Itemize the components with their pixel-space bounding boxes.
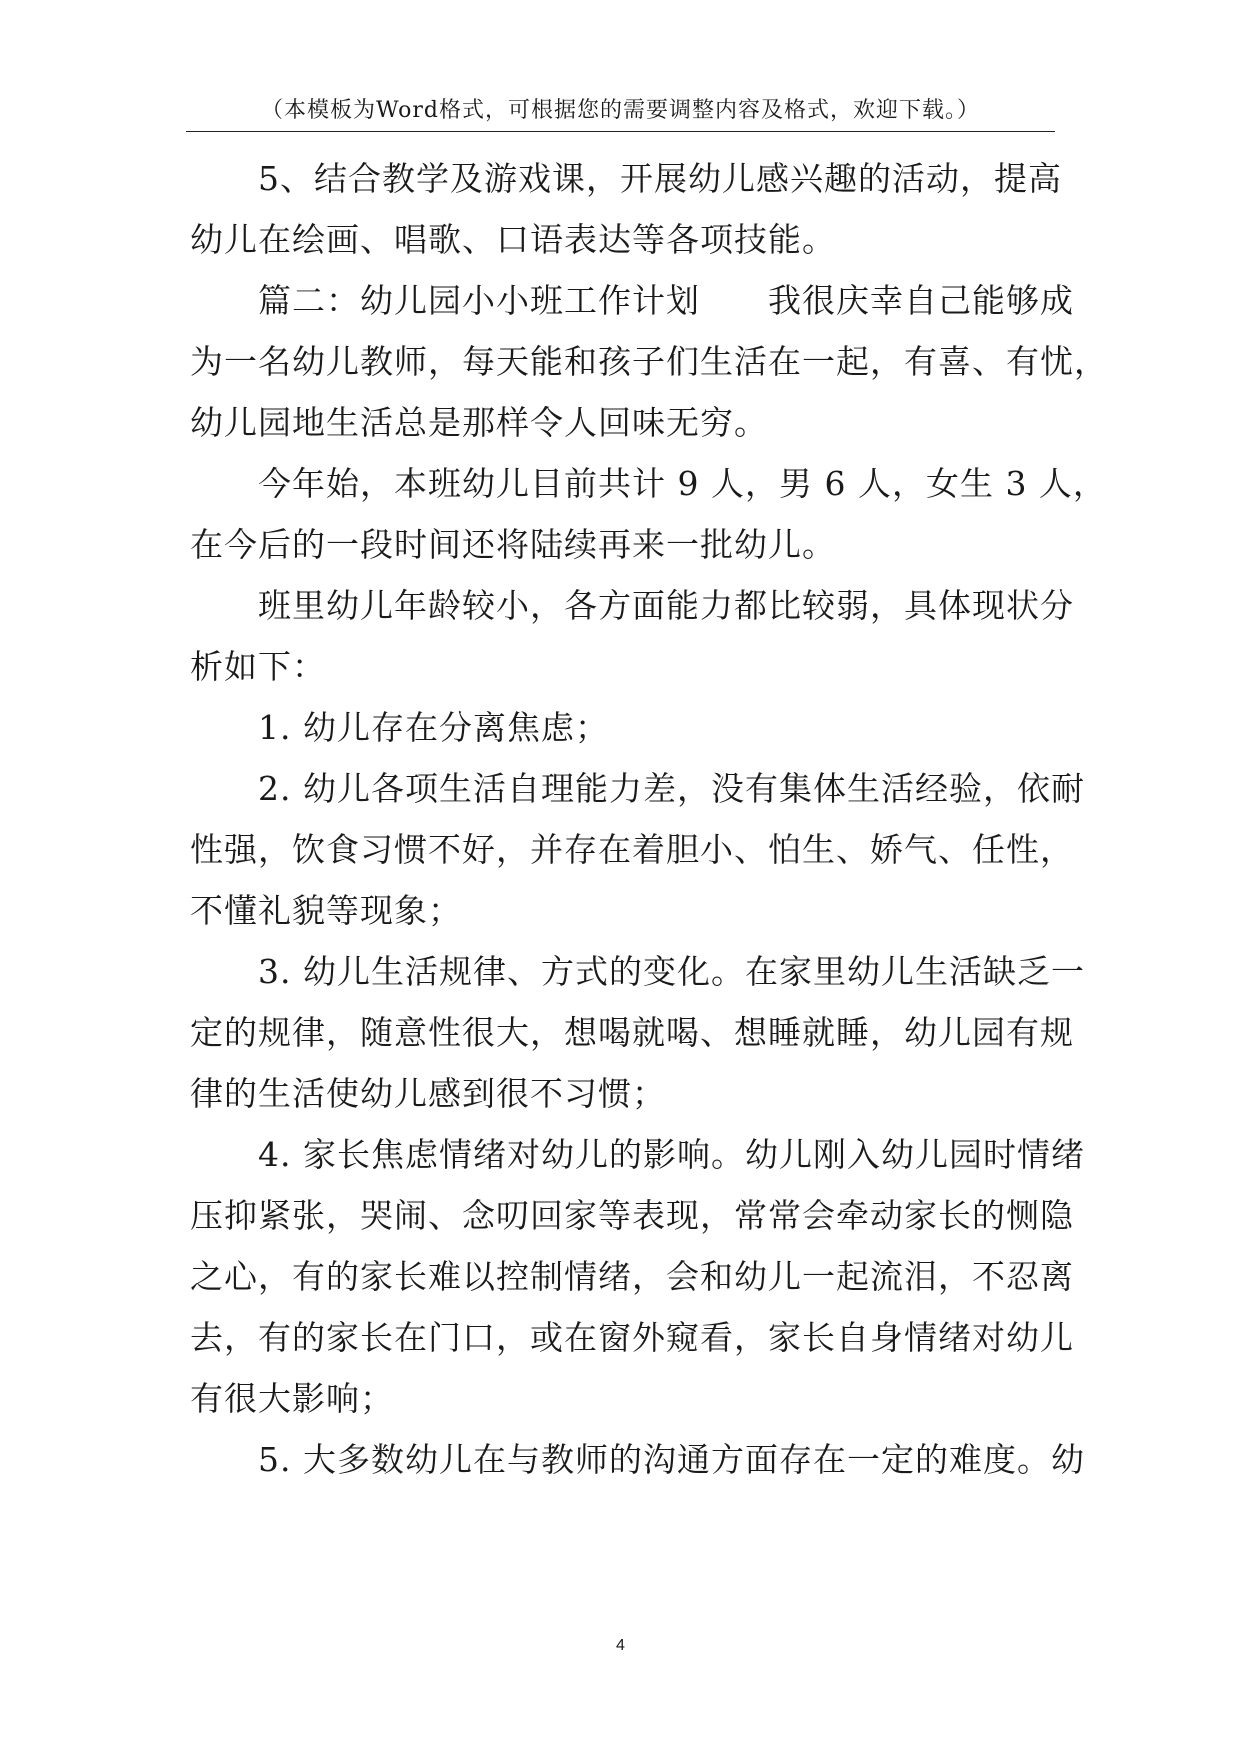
text-line: 4. 家长焦虑情绪对幼儿的影响。幼儿刚入幼儿园时情绪: [258, 1135, 1085, 1174]
text-line: 今年始，本班幼儿目前共计 9 人，男 6 人，女生 3 人，: [258, 464, 1107, 503]
text-line: 去，有的家长在门口，或在窗外窥看，家长自身情绪对幼儿: [190, 1318, 1074, 1357]
document-body: [190, 148, 1108, 1490]
text-line: 压抑紧张，哭闹、念叨回家等表现，常常会牵动家长的恻隐: [190, 1196, 1074, 1235]
text-line: 幼儿在绘画、唱歌、口语表达等各项技能。: [190, 220, 836, 259]
text-line: 定的规律，随意性很大，想喝就喝、想睡就睡，幼儿园有规: [190, 1013, 1074, 1052]
text-line: 有很大影响；: [190, 1379, 394, 1418]
text-line: 篇二：幼儿园小小班工作计划 我很庆幸自己能够成: [258, 281, 1074, 320]
header-divider: [186, 131, 1055, 132]
text-line: 之心，有的家长难以控制情绪，会和幼儿一起流泪，不忍离: [190, 1257, 1074, 1296]
text-line: 5. 大多数幼儿在与教师的沟通方面存在一定的难度。幼: [258, 1440, 1085, 1479]
text-line: 律的生活使幼儿感到很不习惯；: [190, 1074, 666, 1113]
text-line: 析如下：: [190, 647, 326, 686]
page-number: 4: [616, 1637, 625, 1654]
text-line: 3. 幼儿生活规律、方式的变化。在家里幼儿生活缺乏一: [258, 952, 1085, 991]
text-line: 1. 幼儿存在分离焦虑；: [258, 708, 609, 747]
text-line: 性强，饮食习惯不好，并存在着胆小、怕生、娇气、任性，: [190, 830, 1074, 869]
text-line: 不懂礼貌等现象；: [190, 891, 462, 930]
text-line: 2. 幼儿各项生活自理能力差，没有集体生活经验，依耐: [258, 769, 1085, 808]
text-line: 幼儿园地生活总是那样令人回味无穷。: [190, 403, 768, 442]
page-header: （本模板为Word格式，可根据您的需要调整内容及格式，欢迎下载。）: [261, 98, 980, 123]
text-line: 5、结合教学及游戏课，开展幼儿感兴趣的活动，提高: [258, 159, 1062, 198]
text-line: 在今后的一段时间还将陆续再来一批幼儿。: [190, 525, 836, 564]
text-line: 班里幼儿年龄较小，各方面能力都比较弱，具体现状分: [258, 586, 1074, 625]
text-line: 为一名幼儿教师，每天能和孩子们生活在一起，有喜、有忧，: [190, 342, 1108, 381]
